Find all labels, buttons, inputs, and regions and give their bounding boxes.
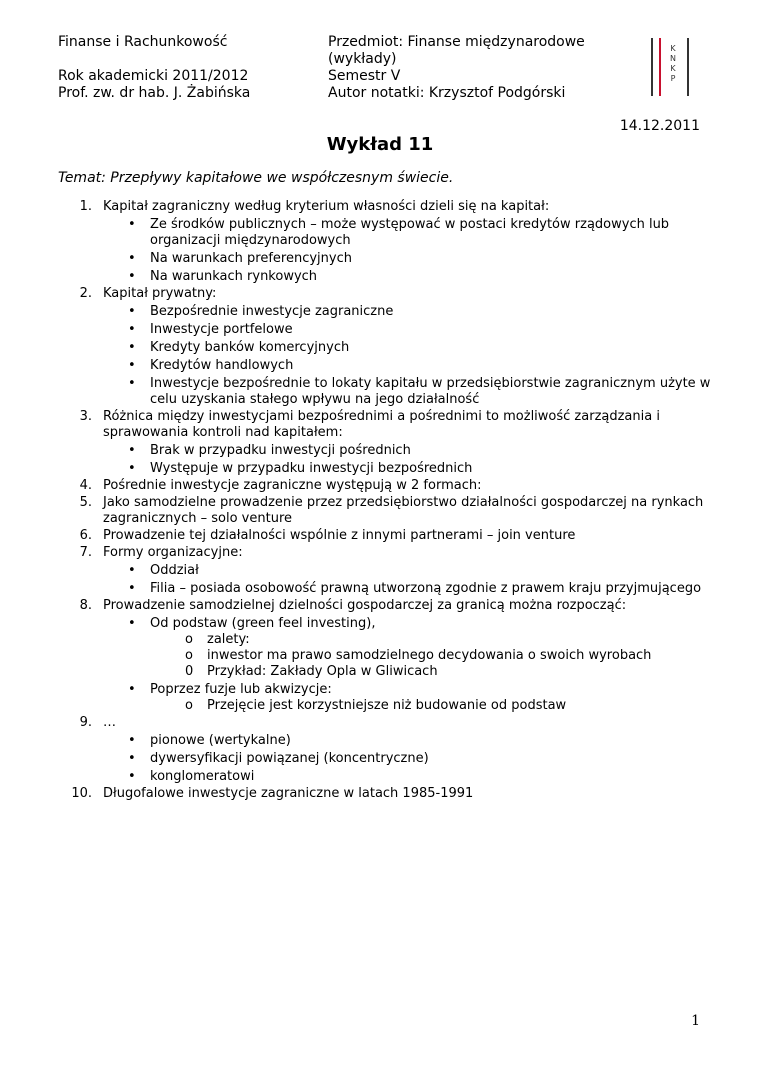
sub-bullet-mark: 0 xyxy=(185,664,194,679)
list-item-number: 10. xyxy=(71,786,92,801)
header-faculty: Finanse i Rachunkowość xyxy=(58,34,228,50)
sub-item-text: Występuje w przypadku inwestycji bezpośrednich xyxy=(150,461,473,476)
list-item-text: Kapitał zagraniczny według kryterium własności dzieli się na kapitał: xyxy=(103,199,550,214)
header-middle xyxy=(328,34,585,102)
header-semester: Semestr V xyxy=(328,68,401,84)
sub-bullet-mark: o xyxy=(185,632,193,647)
page-number: 1 xyxy=(691,1013,700,1029)
list-item-number: 1. xyxy=(79,199,92,214)
list-item-text: Kapitał prywatny: xyxy=(103,286,217,301)
bullet-icon: • xyxy=(128,733,136,748)
bullet-icon: • xyxy=(128,682,136,697)
bullet-icon: • xyxy=(128,269,136,284)
sub-item-text: Poprzez fuzje lub akwizycje: xyxy=(150,682,332,697)
bullet-icon: • xyxy=(128,251,136,266)
sub-item-text: Inwestycje bezpośrednie to lokaty kapitału w przedsiębiorstwie zagranicznym użyte w xyxy=(150,376,711,391)
sub-item-text: Kredyty banków komercyjnych xyxy=(150,340,350,355)
sub-item-text: Na warunkach preferencyjnych xyxy=(150,251,352,266)
sub-item-text: organizacji międzynarodowych xyxy=(150,233,351,248)
lecture-topic: Temat: Przepływy kapitałowe we współczesnym świecie. xyxy=(58,170,454,186)
sub-item-text: Bezpośrednie inwestycje zagraniczne xyxy=(150,304,394,319)
bullet-icon: • xyxy=(128,461,136,476)
bullet-icon: • xyxy=(128,769,136,784)
header-subject: Przedmiot: Finanse międzynarodowe xyxy=(328,34,585,50)
list-item-text: Długofalowe inwestycje zagraniczne w latach 1985-1991 xyxy=(103,786,474,801)
list-item-number: 2. xyxy=(79,286,92,301)
header-blank xyxy=(58,51,250,68)
list-item-text: sprawowania kontroli nad kapitałem: xyxy=(103,425,343,440)
sub-item-text: Brak w przypadku inwestycji pośrednich xyxy=(150,443,411,458)
logo-letters: K N K P xyxy=(670,44,676,83)
list-item-number: 5. xyxy=(79,495,92,510)
list-item-text: Formy organizacyjne: xyxy=(103,545,243,560)
sub-item-text: Inwestycje portfelowe xyxy=(150,322,293,337)
sub-sub-item-text: Przykład: Zakłady Opla w Gliwicach xyxy=(207,664,438,679)
bullet-icon: • xyxy=(128,751,136,766)
header-year: Rok akademicki 2011/2012 xyxy=(58,68,249,84)
header-left xyxy=(58,34,250,102)
bullet-icon: • xyxy=(128,322,136,337)
list-item-text: Różnica między inwestycjami bezpośrednimi a pośrednimi to możliwość zarządzania i xyxy=(103,409,660,424)
header-professor: Prof. zw. dr hab. J. Żabińska xyxy=(58,85,251,101)
sub-bullet-mark: o xyxy=(185,648,193,663)
list-item-text: Jako samodzielne prowadzenie przez przedsiębiorstwo działalności gospodarczej na rynkach xyxy=(103,495,704,510)
sub-item-text: pionowe (wertykalne) xyxy=(150,733,291,748)
list-item-number: 3. xyxy=(79,409,92,424)
bullet-icon: • xyxy=(128,217,136,232)
sub-item-text: Ze środków publicznych – może występować w postaci kredytów rządowych lub xyxy=(150,217,670,232)
sub-bullet-mark: o xyxy=(185,698,193,713)
list-item-text: zagranicznych – solo venture xyxy=(103,511,293,526)
sub-item-text: Na warunkach rynkowych xyxy=(150,269,318,284)
bullet-icon: • xyxy=(128,304,136,319)
list-item-number: 6. xyxy=(79,528,92,543)
list-item-number: 7. xyxy=(79,545,92,560)
knkp-logo xyxy=(651,38,689,96)
list-item-text: Prowadzenie samodzielnej dzielności gospodarczej za granicą można rozpocząć: xyxy=(103,598,627,613)
sub-sub-item-text: Przejęcie jest korzystniejsze niż budowanie od podstaw xyxy=(207,698,567,713)
bullet-icon: • xyxy=(128,376,136,391)
sub-item-text: Oddział xyxy=(150,563,199,578)
bullet-icon: • xyxy=(128,581,136,596)
list-item-number: 4. xyxy=(79,478,92,493)
list-item-text: Pośrednie inwestycje zagraniczne występują w 2 formach: xyxy=(103,478,482,493)
header-author: Autor notatki: Krzysztof Podgórski xyxy=(328,85,566,101)
sub-sub-item-text: zalety: xyxy=(207,632,250,647)
bullet-icon: • xyxy=(128,358,136,373)
sub-sub-item-text: inwestor ma prawo samodzielnego decydowania o swoich wyrobach xyxy=(207,648,652,663)
list-item-number: 8. xyxy=(79,598,92,613)
list-item-number: 9. xyxy=(79,715,92,730)
sub-item-text: Kredytów handlowych xyxy=(150,358,294,373)
sub-item-text: dywersyfikacji powiązanej (koncentryczne) xyxy=(150,751,429,766)
sub-item-text: Filia – posiada osobowość prawną utworzoną zgodnie z prawem kraju przyjmującego xyxy=(150,581,702,596)
sub-item-text: konglomeratowi xyxy=(150,769,255,784)
bullet-icon: • xyxy=(128,616,136,631)
bullet-icon: • xyxy=(128,443,136,458)
sub-item-text: Od podstaw (green feel investing), xyxy=(150,616,376,631)
page-title: Wykład 11 xyxy=(326,134,434,155)
header-subject-type: (wykłady) xyxy=(328,51,397,67)
list-item-text: Prowadzenie tej działalności wspólnie z innymi partnerami – join venture xyxy=(103,528,576,543)
sub-item-text: celu uzyskania stałego wpływu na jego działalność xyxy=(150,392,480,407)
lecture-date: 14.12.2011 xyxy=(619,118,700,134)
bullet-icon: • xyxy=(128,563,136,578)
bullet-icon: • xyxy=(128,340,136,355)
list-item-text: … xyxy=(103,715,116,730)
